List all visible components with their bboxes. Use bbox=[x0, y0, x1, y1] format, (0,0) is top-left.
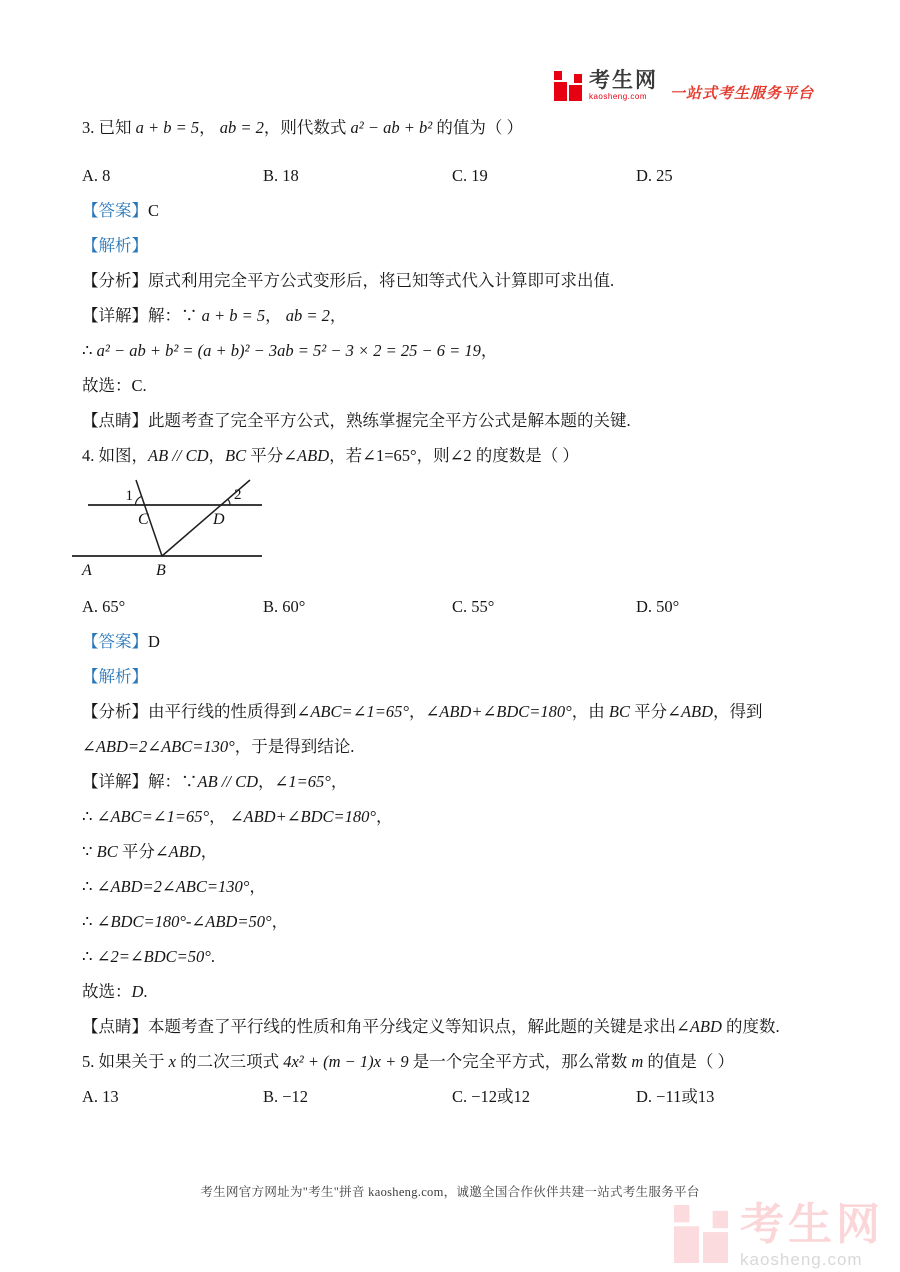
option-a: A. 65° bbox=[82, 597, 126, 616]
formula-line: ∴ a² − ab + b² = (a + b)² − 3ab = 5² − 3 × 2 = 25 − 6 = 19， bbox=[82, 341, 498, 360]
option-b: B. 60° bbox=[263, 597, 306, 616]
xiangjie-line: 【详解】解：∵AB // CD，∠1=65°， bbox=[82, 772, 348, 791]
option-c: C. −12或12 bbox=[452, 1087, 531, 1106]
xiangjie-line: 【详解】解：∵ a + b = 5， ab = 2， bbox=[82, 306, 347, 325]
question-4-stem: 4. 如图，AB // CD，BC 平分∠ABD，若∠1=65°，则∠2 的度数是（ ） bbox=[82, 446, 579, 465]
angle-2-label: 2 bbox=[234, 487, 242, 503]
question-5-stem: 5. 如果关于 x 的二次三项式 4x² + (m − 1)x + 9 是一个完全平方式，那么常数 m 的值是（ ） bbox=[82, 1052, 735, 1071]
derivation-line: ∴ ∠ABD=2∠ABC=130°， bbox=[82, 877, 266, 896]
point-c-label: C bbox=[138, 511, 149, 528]
derivation-line: ∵ BC 平分∠ABD， bbox=[82, 842, 218, 861]
fenxi-line: 【分析】原式利用完全平方公式变形后，将已知等式代入计算即可求出值. bbox=[82, 271, 615, 290]
derivation-line: ∴ ∠ABC=∠1=65°， ∠ABD+∠BDC=180°， bbox=[82, 807, 393, 826]
option-c: C. 55° bbox=[452, 597, 495, 616]
answer-line: 【答案】C bbox=[82, 201, 160, 220]
guxuan-line: 故选：C. bbox=[82, 376, 147, 395]
option-b: B. −12 bbox=[263, 1087, 309, 1106]
answer-value: D bbox=[148, 632, 160, 651]
watermark-brand-text: 考生网 bbox=[740, 1200, 884, 1249]
answer-value: C bbox=[148, 201, 160, 220]
logo-domain-text: kaosheng.com bbox=[588, 92, 648, 101]
point-a-label: A bbox=[82, 562, 92, 579]
guxuan-line: 故选：D. bbox=[82, 982, 148, 1001]
jiexi-line: 【解析】 bbox=[82, 236, 148, 255]
derivation-line: ∴ ∠2=∠BDC=50°. bbox=[82, 947, 216, 966]
option-a: A. 8 bbox=[82, 166, 111, 185]
angle-1-label: 1 bbox=[125, 488, 133, 504]
dianjing-line: 【点睛】此题考查了完全平方公式，熟练掌握完全平方公式是解本题的关键. bbox=[82, 411, 631, 430]
option-d: D. 50° bbox=[636, 597, 680, 616]
derivation-line: ∴ ∠BDC=180°-∠ABD=50°， bbox=[82, 912, 289, 931]
question-3-options bbox=[82, 158, 837, 193]
exam-content bbox=[82, 110, 837, 1114]
option-a: A. 13 bbox=[82, 1087, 119, 1106]
question-5-options bbox=[82, 1079, 837, 1114]
question-3-stem: 3. 已知 a + b = 5， ab = 2，则代数式 a² − ab + b² 的值为（ ） bbox=[82, 118, 523, 137]
footer-note: 考生网官方网址为"考生"拼音 kaosheng.com，诚邀全国合作伙伴共建一站式考生服务平台 bbox=[200, 1185, 700, 1199]
option-d: D. −11或13 bbox=[636, 1087, 715, 1106]
watermark-domain-text: kaosheng.com bbox=[740, 1250, 863, 1269]
point-d-label: D bbox=[213, 511, 225, 528]
answer-line: 【答案】D bbox=[82, 632, 160, 651]
option-c: C. 19 bbox=[452, 166, 488, 185]
option-d: D. 25 bbox=[636, 166, 673, 185]
logo-tagline: 一站式考生服务平台 bbox=[669, 85, 814, 102]
kaosheng-logo[interactable] bbox=[553, 70, 814, 103]
watermark-logo bbox=[672, 1200, 884, 1269]
kaosheng-logo-icon bbox=[553, 70, 583, 102]
dianjing-line: 【点睛】本题考查了平行线的性质和角平分线定义等知识点，解此题的关键是求出∠ABD 的度数. bbox=[82, 1017, 780, 1036]
geometry-figure bbox=[70, 473, 285, 583]
jiexi-line: 【解析】 bbox=[82, 667, 148, 686]
point-b-label: B bbox=[156, 562, 166, 579]
option-b: B. 18 bbox=[263, 166, 299, 185]
logo-brand-text: 考生网 bbox=[588, 69, 658, 92]
fenxi-line-2: ∠ABD=2∠ABC=130°，于是得到结论. bbox=[82, 737, 355, 756]
question-4-options bbox=[82, 589, 837, 624]
watermark-logo-icon bbox=[672, 1203, 730, 1265]
fenxi-line-1: 【分析】由平行线的性质得到∠ABC=∠1=65°，∠ABD+∠BDC=180°，由 BC 平分∠ABD，得到 bbox=[82, 702, 763, 721]
